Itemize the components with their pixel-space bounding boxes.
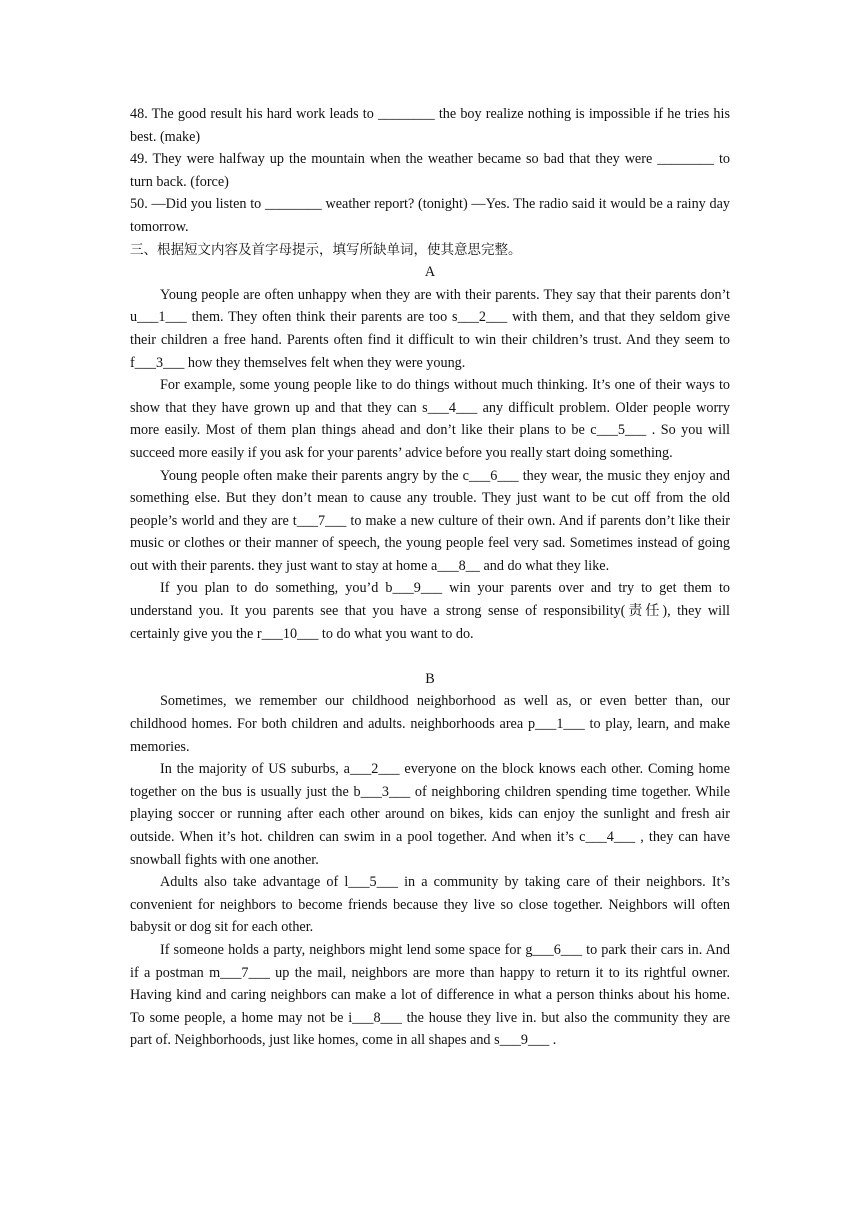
passage-a-paragraph: Young people are often unhappy when they are with their parents. They say that their parents don’t u___1___ them. They often think their parents are too s___2___ with them, and that they seldom give their children a free hand. Parents often find it difficult to win their children’s trust. And they seem to f___3___ how they themselves felt when they were young. <box>130 286 730 371</box>
document-page <box>130 103 730 1052</box>
question-50: 50. —Did you listen to ________ weather report? (tonight) —Yes. The radio said it would be a rainy day tomorrow. <box>130 196 730 235</box>
spacer <box>130 645 730 668</box>
passage-a-paragraph: Young people often make their parents angry by the c___6___ they wear, the music they enjoy and something else. But they don’t mean to cause any trouble. They just want to be cut off from the old people’s world and they are t___7___ to make a new culture of their own. And if parents don’t like their music or clothes or their manner of speech, the young people feel very sad. Sometimes instead of going out with their parents. they just want to stay at home a___8__ and do what they like. <box>130 467 730 574</box>
passage-a-paragraph: For example, some young people like to do things without much thinking. It’s one of their ways to show that they have grown up and that they can s___4___ any difficult problem. Older people worry more easily. Most of them plan things ahead and don’t like their plans to be c___5___ . So you will succeed more easily if you ask for your parents’ advice before you really start doing something. <box>130 377 730 461</box>
passage-b-title: B <box>425 670 435 687</box>
passage-a-paragraph: If you plan to do something, you’d b___9___ win your parents over and try to get them to understand you. It you parents see that you have a strong sense of responsibility(责任), they will certainly give you the r___10___ to do what you want to do. <box>130 580 730 642</box>
passage-a-title: A <box>424 264 436 281</box>
passage-b-paragraph: If someone holds a party, neighbors might lend some space for g___6___ to park their cars in. And if a postman m___7___ up the mail, neighbors are more than happy to return it to its rightful owner. Having kind and caring neighbors can make a lot of difference in what a person thinks about his home. To some people, a home may not be i___8___ the house they live in. but also the community they are part of. Neighborhoods, just like homes, come in all shapes and s___9___ . <box>130 941 730 1049</box>
passage-b-paragraph: In the majority of US suburbs, a___2___ everyone on the block knows each other. Coming home together on the bus is usually just the b___3___ of neighboring children spending time together. While playing soccer or running after each other around on bikes, kids can enjoy the sunlight and fresh air outside. When it’s hot. children can swim in a pool together. And when it’s c___4___ , they can have snowball fights with one another. <box>130 761 730 868</box>
question-48: 48. The good result his hard work leads to ________ the boy realize nothing is impossible if he tries his best. (make) <box>130 106 730 145</box>
section-3-heading: 三、根据短文内容及首字母提示，填写所缺单词，使其意思完整。 <box>130 241 522 258</box>
passage-b-paragraph: Adults also take advantage of l___5___ in a community by taking care of their neighbors. It’s convenient for neighbors to become friends because they live so close together. Neighbors will often babysit or dog sit for each other. <box>130 874 730 936</box>
passage-b-paragraph: Sometimes, we remember our childhood neighborhood as well as, or even better than, our childhood homes. For both children and adults. neighborhoods area p___1___ to play, learn, and make memories. <box>130 693 730 755</box>
question-49: 49. They were halfway up the mountain when the weather became so bad that they were ________ to turn back. (force) <box>130 151 730 190</box>
